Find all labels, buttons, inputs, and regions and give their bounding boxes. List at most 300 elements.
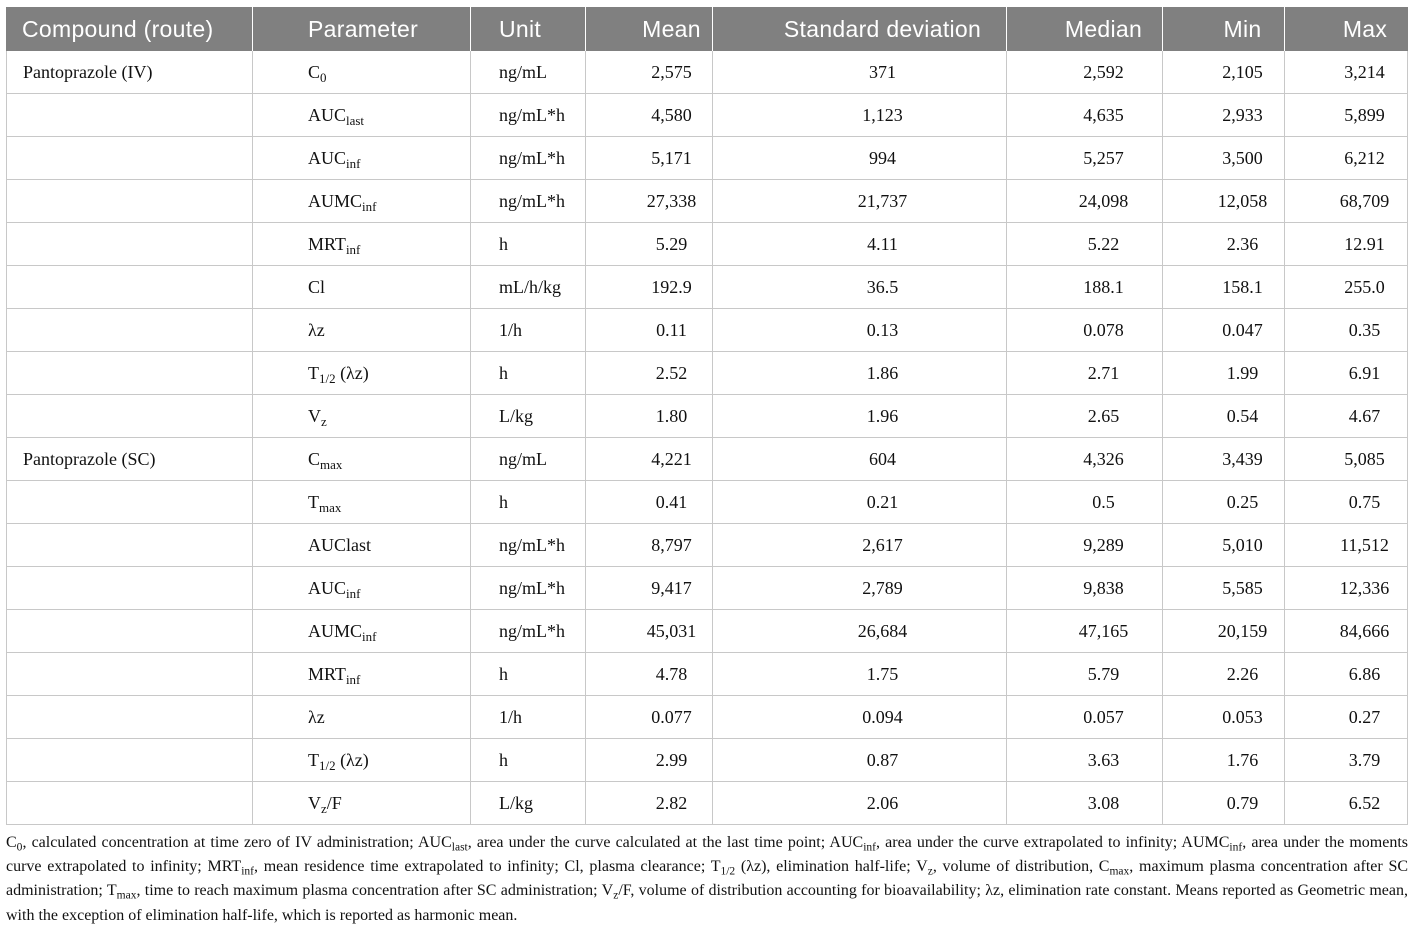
- table-row: [6, 782, 1408, 825]
- unit-value: h: [499, 749, 508, 770]
- min-cell: [1163, 567, 1285, 610]
- table-row: [6, 223, 1408, 266]
- median-value: 0.078: [1083, 319, 1124, 340]
- footnote-subscript: inf: [863, 841, 876, 854]
- median-cell: [1007, 309, 1163, 352]
- header-label: Min: [1223, 15, 1262, 42]
- parameter-symbol: V: [308, 405, 321, 426]
- max-cell: [1285, 438, 1408, 481]
- mean-value: 5.29: [655, 233, 688, 254]
- mean-cell: [586, 739, 713, 782]
- compound-cell: [6, 696, 253, 739]
- header-max: [1285, 7, 1408, 51]
- unit-value: h: [499, 663, 508, 684]
- median-value: 3.63: [1087, 749, 1120, 770]
- min-cell: [1163, 266, 1285, 309]
- min-value: 2,105: [1222, 61, 1263, 82]
- min-value: 0.54: [1226, 405, 1259, 426]
- table-row: [6, 567, 1408, 610]
- min-cell: [1163, 180, 1285, 223]
- unit-cell: [471, 481, 586, 524]
- parameter-subscript: z: [321, 413, 327, 429]
- min-value: 0.053: [1222, 706, 1263, 727]
- table-row: [6, 653, 1408, 696]
- min-cell: [1163, 653, 1285, 696]
- max-value: 12,336: [1339, 577, 1390, 598]
- unit-cell: [471, 180, 586, 223]
- min-cell: [1163, 137, 1285, 180]
- standard-deviation-cell: [713, 782, 1007, 825]
- standard-deviation-value: 1.86: [866, 362, 899, 383]
- max-value: 5,085: [1344, 448, 1385, 469]
- footnote-subscript: inf: [241, 865, 254, 878]
- standard-deviation-cell: [713, 395, 1007, 438]
- parameter-subscript: last: [346, 112, 365, 128]
- median-cell: [1007, 180, 1163, 223]
- min-value: 2.36: [1226, 233, 1259, 254]
- mean-cell: [586, 567, 713, 610]
- median-cell: [1007, 524, 1163, 567]
- unit-value: ng/mL*h: [499, 577, 565, 598]
- standard-deviation-value: 604: [869, 448, 896, 469]
- table-footnote: [6, 831, 1408, 928]
- unit-cell: [471, 266, 586, 309]
- standard-deviation-cell: [713, 266, 1007, 309]
- mean-value: 2.82: [655, 792, 688, 813]
- min-cell: [1163, 782, 1285, 825]
- parameter-subscript: max: [320, 456, 343, 472]
- parameter-symbol: AUClast: [308, 534, 371, 555]
- table-row: [6, 94, 1408, 137]
- unit-value: L/kg: [499, 405, 533, 426]
- max-value: 6,212: [1344, 147, 1385, 168]
- compound-cell: [6, 610, 253, 653]
- median-value: 47,165: [1078, 620, 1129, 641]
- parameter-symbol: V: [308, 792, 321, 813]
- median-cell: [1007, 739, 1163, 782]
- unit-value: h: [499, 233, 508, 254]
- parameter-symbol: λz: [308, 319, 325, 340]
- median-value: 5.22: [1087, 233, 1120, 254]
- mean-value: 1.80: [655, 405, 688, 426]
- mean-cell: [586, 653, 713, 696]
- compound-cell: [6, 395, 253, 438]
- parameter-subscript: inf: [346, 585, 361, 601]
- parameter-symbol: AUC: [308, 577, 347, 598]
- mean-value: 2.52: [655, 362, 688, 383]
- mean-cell: [586, 395, 713, 438]
- max-value: 5,899: [1344, 104, 1385, 125]
- standard-deviation-value: 2.06: [866, 792, 899, 813]
- max-cell: [1285, 696, 1408, 739]
- standard-deviation-value: 36.5: [866, 276, 899, 297]
- median-cell: [1007, 266, 1163, 309]
- footnote-subscript: 0: [16, 841, 23, 854]
- table-row: [6, 610, 1408, 653]
- mean-cell: [586, 180, 713, 223]
- standard-deviation-cell: [713, 352, 1007, 395]
- min-value: 12,058: [1217, 190, 1268, 211]
- standard-deviation-cell: [713, 739, 1007, 782]
- footnote-text: , area under the curve extrapolated to infinity; AUMC: [876, 834, 1230, 851]
- unit-cell: [471, 223, 586, 266]
- parameter-subscript: 1/2: [319, 370, 336, 386]
- compound-cell: [6, 739, 253, 782]
- parameter-label: [308, 234, 360, 255]
- header-unit: [471, 7, 586, 51]
- min-cell: [1163, 524, 1285, 567]
- median-value: 4,326: [1083, 448, 1124, 469]
- max-value: 0.35: [1348, 319, 1381, 340]
- header-compound-route: [6, 7, 253, 51]
- standard-deviation-cell: [713, 481, 1007, 524]
- compound-cell: [6, 309, 253, 352]
- standard-deviation-cell: [713, 137, 1007, 180]
- max-cell: [1285, 180, 1408, 223]
- median-cell: [1007, 782, 1163, 825]
- parameter-cell: [253, 438, 471, 481]
- min-value: 2,933: [1222, 104, 1263, 125]
- parameter-cell: [253, 696, 471, 739]
- min-value: 2.26: [1226, 663, 1259, 684]
- max-cell: [1285, 567, 1408, 610]
- parameter-cell: [253, 223, 471, 266]
- table-row: [6, 739, 1408, 782]
- standard-deviation-cell: [713, 653, 1007, 696]
- header-label: Unit: [499, 15, 542, 42]
- compound-cell: [6, 352, 253, 395]
- standard-deviation-value: 0.21: [866, 491, 899, 512]
- standard-deviation-value: 1.96: [866, 405, 899, 426]
- unit-value: ng/mL*h: [499, 534, 565, 555]
- header-label: Max: [1342, 15, 1388, 42]
- footnote-subscript: 1/2: [720, 865, 736, 878]
- mean-value: 0.11: [656, 319, 687, 340]
- median-value: 4,635: [1083, 104, 1124, 125]
- standard-deviation-cell: [713, 438, 1007, 481]
- parameter-cell: [253, 266, 471, 309]
- standard-deviation-cell: [713, 309, 1007, 352]
- footnote-text: , mean residence time extrapolated to infinity; Cl, plasma clearance; T: [253, 858, 721, 876]
- parameter-subscript: 0: [320, 69, 327, 85]
- max-value: 0.75: [1348, 491, 1381, 512]
- mean-cell: [586, 352, 713, 395]
- max-value: 4.67: [1348, 405, 1381, 426]
- standard-deviation-value: 26,684: [857, 620, 908, 641]
- parameter-label: [308, 363, 369, 384]
- parameter-label: [308, 148, 360, 169]
- table-row: [6, 438, 1408, 481]
- pk-parameters-table: [6, 7, 1408, 825]
- footnote-text: (λz), elimination half-life; V: [735, 858, 928, 876]
- mean-cell: [586, 266, 713, 309]
- unit-value: mL/h/kg: [499, 276, 561, 297]
- max-cell: [1285, 137, 1408, 180]
- unit-cell: [471, 51, 586, 94]
- unit-cell: [471, 610, 586, 653]
- unit-value: h: [499, 362, 508, 383]
- unit-value: ng/mL*h: [499, 620, 565, 641]
- parameter-subscript: inf: [362, 198, 377, 214]
- min-value: 5,585: [1222, 577, 1263, 598]
- unit-cell: [471, 782, 586, 825]
- compound-cell: [6, 481, 253, 524]
- standard-deviation-cell: [713, 51, 1007, 94]
- mean-value: 2.99: [655, 749, 688, 770]
- unit-cell: [471, 438, 586, 481]
- mean-value: 9,417: [651, 577, 692, 598]
- max-value: 255.0: [1344, 276, 1385, 297]
- unit-cell: [471, 309, 586, 352]
- footnote-text: C: [6, 834, 17, 851]
- max-value: 6.52: [1348, 792, 1381, 813]
- mean-value: 27,338: [646, 190, 697, 211]
- parameter-cell: [253, 137, 471, 180]
- footnote-text: /F, volume of distribution accounting for bioavailability; λz, elimination rate constant. Means reported as Geometric mean, with the exception of elimination half-life, which is reported as harmonic mean.: [6, 882, 1409, 924]
- mean-value: 2,575: [651, 61, 692, 82]
- max-cell: [1285, 481, 1408, 524]
- header-label: Mean: [642, 15, 701, 42]
- parameter-cell: [253, 610, 471, 653]
- table-row: [6, 180, 1408, 223]
- parameter-cell: [253, 739, 471, 782]
- standard-deviation-value: 994: [869, 147, 896, 168]
- max-cell: [1285, 653, 1408, 696]
- min-cell: [1163, 94, 1285, 137]
- parameter-cell: [253, 352, 471, 395]
- median-cell: [1007, 352, 1163, 395]
- min-cell: [1163, 223, 1285, 266]
- min-cell: [1163, 481, 1285, 524]
- header-label: Median: [1064, 15, 1143, 42]
- parameter-label: [308, 406, 327, 427]
- mean-value: 8,797: [651, 534, 692, 555]
- unit-cell: [471, 524, 586, 567]
- compound-cell: [6, 180, 253, 223]
- min-value: 0.79: [1226, 792, 1259, 813]
- compound-cell: [6, 266, 253, 309]
- mean-value: 5,171: [651, 147, 692, 168]
- median-value: 24,098: [1078, 190, 1129, 211]
- parameter-symbol: MRT: [308, 233, 346, 254]
- standard-deviation-value: 2,617: [862, 534, 903, 555]
- parameter-subscript: inf: [345, 671, 361, 687]
- max-cell: [1285, 266, 1408, 309]
- parameter-subscript: inf: [345, 241, 361, 257]
- min-cell: [1163, 51, 1285, 94]
- median-cell: [1007, 610, 1163, 653]
- min-value: 3,439: [1222, 448, 1263, 469]
- min-value: 20,159: [1217, 620, 1268, 641]
- min-cell: [1163, 438, 1285, 481]
- unit-value: 1/h: [499, 319, 523, 340]
- parameter-label: [308, 62, 327, 83]
- compound-cell: [6, 51, 253, 94]
- header-min: [1163, 7, 1285, 51]
- parameter-label: [308, 621, 376, 642]
- compound-cell: [6, 524, 253, 567]
- parameter-symbol: C: [308, 448, 321, 469]
- parameter-symbol: Cl: [308, 276, 326, 297]
- parameter-cell: [253, 180, 471, 223]
- min-cell: [1163, 309, 1285, 352]
- parameter-cell: [253, 782, 471, 825]
- standard-deviation-value: 1.75: [866, 663, 899, 684]
- table-row: [6, 481, 1408, 524]
- max-cell: [1285, 94, 1408, 137]
- unit-value: ng/mL*h: [499, 190, 565, 211]
- median-cell: [1007, 481, 1163, 524]
- parameter-suffix: (λz): [335, 749, 369, 770]
- footnote-subscript: inf: [1229, 841, 1243, 854]
- parameter-label: [308, 750, 369, 771]
- standard-deviation-value: 21,737: [857, 190, 908, 211]
- mean-value: 45,031: [646, 620, 697, 641]
- min-cell: [1163, 395, 1285, 438]
- footnote-text: , volume of distribution, C: [932, 858, 1110, 876]
- unit-value: ng/mL*h: [499, 147, 565, 168]
- unit-value: ng/mL*h: [499, 104, 565, 125]
- unit-cell: [471, 395, 586, 438]
- parameter-label: [308, 707, 325, 728]
- unit-cell: [471, 653, 586, 696]
- max-cell: [1285, 352, 1408, 395]
- footnote-subscript: last: [451, 841, 468, 854]
- median-value: 188.1: [1083, 276, 1124, 297]
- min-cell: [1163, 696, 1285, 739]
- unit-value: h: [499, 491, 508, 512]
- parameter-cell: [253, 309, 471, 352]
- standard-deviation-cell: [713, 524, 1007, 567]
- max-value: 6.86: [1348, 663, 1381, 684]
- max-cell: [1285, 739, 1408, 782]
- footnote-subscript: z: [613, 890, 619, 903]
- median-value: 0.057: [1083, 706, 1124, 727]
- table-row: [6, 352, 1408, 395]
- footnote-text: , time to reach maximum plasma concentration after SC administration; V: [136, 882, 614, 900]
- median-value: 2,592: [1083, 61, 1124, 82]
- table-row: [6, 524, 1408, 567]
- median-cell: [1007, 653, 1163, 696]
- footnote-text: , calculated concentration at time zero of IV administration; AUC: [22, 834, 452, 851]
- max-cell: [1285, 309, 1408, 352]
- mean-cell: [586, 309, 713, 352]
- parameter-subscript: z: [321, 800, 327, 816]
- parameter-cell: [253, 524, 471, 567]
- standard-deviation-cell: [713, 94, 1007, 137]
- standard-deviation-value: 0.094: [862, 706, 903, 727]
- parameter-cell: [253, 567, 471, 610]
- max-value: 68,709: [1339, 190, 1390, 211]
- standard-deviation-value: 0.87: [866, 749, 899, 770]
- mean-cell: [586, 223, 713, 266]
- median-value: 3.08: [1087, 792, 1120, 813]
- unit-cell: [471, 696, 586, 739]
- parameter-symbol: AUC: [308, 104, 347, 125]
- min-value: 1.76: [1226, 749, 1259, 770]
- parameter-subscript: inf: [346, 155, 361, 171]
- mean-cell: [586, 610, 713, 653]
- min-value: 3,500: [1222, 147, 1263, 168]
- parameter-cell: [253, 481, 471, 524]
- max-cell: [1285, 395, 1408, 438]
- min-value: 0.047: [1222, 319, 1263, 340]
- unit-cell: [471, 739, 586, 782]
- min-value: 5,010: [1222, 534, 1263, 555]
- parameter-label: [308, 535, 371, 556]
- compound-cell: [6, 567, 253, 610]
- max-cell: [1285, 782, 1408, 825]
- parameter-symbol: AUC: [308, 147, 347, 168]
- header-median: [1007, 7, 1163, 51]
- median-value: 0.5: [1092, 491, 1115, 512]
- mean-cell: [586, 524, 713, 567]
- standard-deviation-value: 0.13: [866, 319, 899, 340]
- standard-deviation-cell: [713, 696, 1007, 739]
- max-value: 6.91: [1348, 362, 1381, 383]
- parameter-suffix: /F: [326, 792, 342, 813]
- unit-cell: [471, 137, 586, 180]
- parameter-cell: [253, 51, 471, 94]
- parameter-cell: [253, 653, 471, 696]
- header-label: Compound (route): [22, 15, 214, 42]
- table-header-row: [6, 7, 1408, 51]
- standard-deviation-cell: [713, 223, 1007, 266]
- footnote-subscript: z: [927, 865, 933, 878]
- table-row: [6, 266, 1408, 309]
- footnote-subscript: max: [116, 890, 137, 903]
- parameter-symbol: AUMC: [308, 190, 363, 211]
- standard-deviation-value: 1,123: [862, 104, 903, 125]
- mean-value: 4,580: [651, 104, 692, 125]
- standard-deviation-cell: [713, 610, 1007, 653]
- standard-deviation-cell: [713, 567, 1007, 610]
- footnote-text: , maximum plasma concentration after SC administration; T: [6, 858, 1409, 900]
- max-value: 12.91: [1344, 233, 1385, 254]
- table-row: [6, 309, 1408, 352]
- parameter-label: [308, 277, 325, 298]
- mean-value: 4,221: [651, 448, 692, 469]
- table-row: [6, 137, 1408, 180]
- mean-value: 4.78: [655, 663, 688, 684]
- mean-cell: [586, 696, 713, 739]
- mean-value: 0.41: [655, 491, 688, 512]
- max-value: 0.27: [1348, 706, 1381, 727]
- table-body: [6, 51, 1408, 825]
- mean-cell: [586, 137, 713, 180]
- parameter-label: [308, 664, 360, 685]
- mean-cell: [586, 782, 713, 825]
- compound-cell: [6, 223, 253, 266]
- parameter-symbol: MRT: [308, 663, 346, 684]
- standard-deviation-value: 4.11: [867, 233, 898, 254]
- median-cell: [1007, 223, 1163, 266]
- table-row: [6, 395, 1408, 438]
- parameter-label: [308, 449, 342, 470]
- parameter-symbol: AUMC: [308, 620, 363, 641]
- header-parameter: [253, 7, 471, 51]
- parameter-subscript: inf: [362, 628, 377, 644]
- compound-cell: [6, 438, 253, 481]
- max-value: 3,214: [1344, 61, 1385, 82]
- parameter-suffix: (λz): [335, 362, 369, 383]
- unit-value: 1/h: [499, 706, 523, 727]
- parameter-symbol: T: [308, 362, 319, 383]
- compound-label: Pantoprazole (SC): [23, 448, 156, 469]
- mean-cell: [586, 51, 713, 94]
- parameter-label: [308, 492, 341, 513]
- compound-cell: [6, 137, 253, 180]
